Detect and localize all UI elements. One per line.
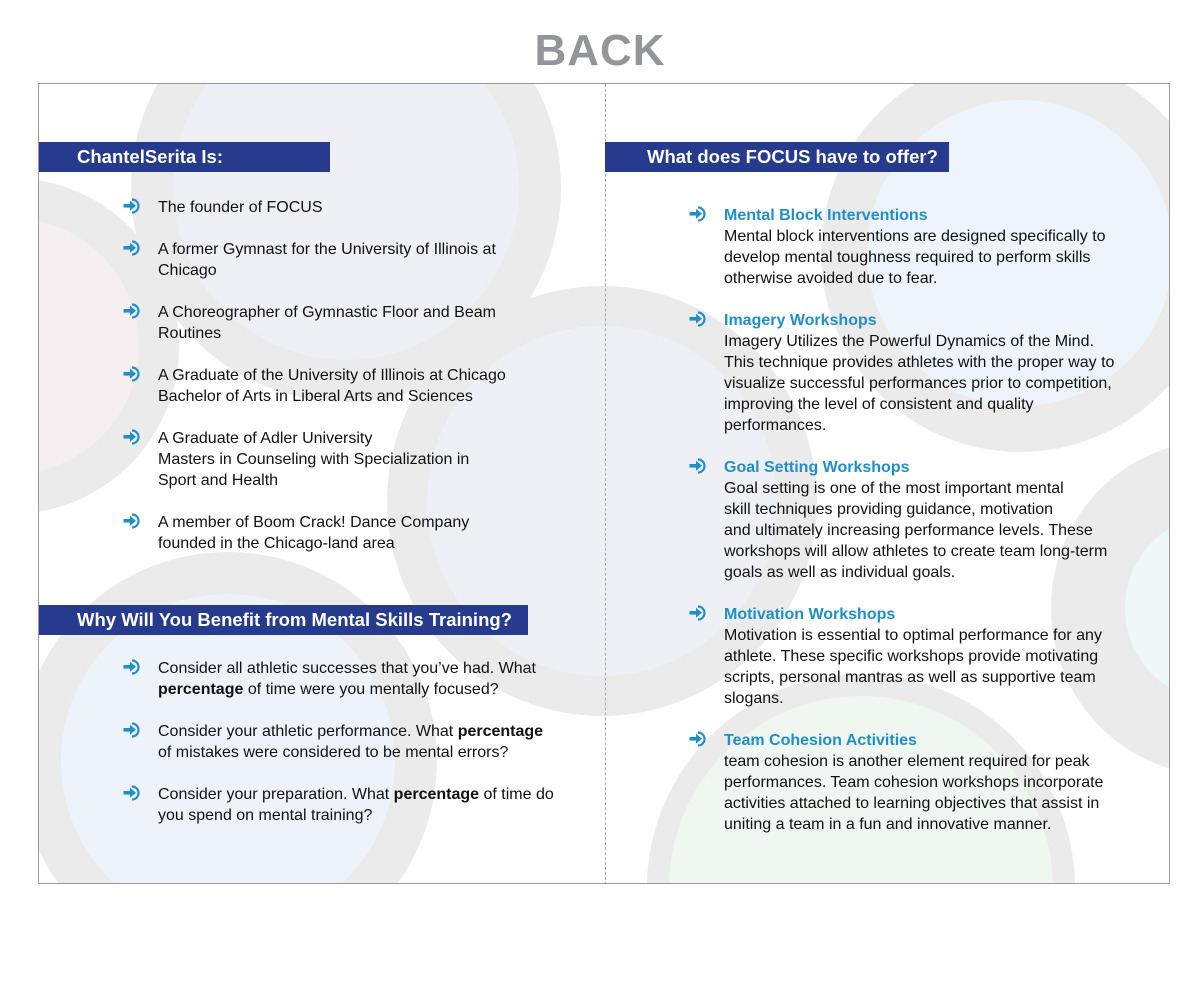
arrow-bullet-icon	[123, 302, 141, 320]
about-heading: ChantelSerita Is:	[77, 146, 223, 167]
benefit-item-line	[158, 679, 583, 700]
offering-title: Motivation Workshops	[724, 606, 896, 623]
offering-title: Imagery Workshops	[724, 312, 877, 329]
emphasis-text: percentage	[457, 723, 544, 740]
offering-line: athlete. These specific workshops provide motivating	[724, 648, 1099, 665]
offering-title: Goal Setting Workshops	[724, 459, 910, 476]
offering-line: Imagery Utilizes the Powerful Dynamics of the Mind.	[724, 333, 1094, 350]
list-item	[123, 658, 583, 721]
arrow-bullet-icon	[123, 239, 141, 257]
offering-line: uniting a team in a fun and innovative manner.	[724, 816, 1052, 833]
offering-item	[689, 604, 1129, 730]
about-item-line: Masters in Counseling with Specialization in	[158, 451, 470, 468]
about-item-line: A Graduate of Adler University	[158, 430, 373, 447]
arrow-bullet-icon	[123, 512, 141, 530]
arrow-bullet-icon	[123, 197, 141, 215]
benefit-heading: Why Will You Benefit from Mental Skills Training?	[77, 609, 512, 630]
list-item	[123, 512, 563, 554]
list-item	[123, 197, 563, 239]
offering-item	[689, 205, 1129, 310]
arrow-bullet-icon	[689, 730, 707, 748]
brochure-back-sheet	[38, 83, 1170, 884]
arrow-bullet-icon	[689, 310, 707, 328]
arrow-bullet-icon	[123, 658, 141, 676]
benefit-item-line	[158, 784, 583, 805]
offer-heading: What does FOCUS have to offer?	[647, 146, 938, 167]
about-list	[123, 197, 563, 554]
about-item-line: Bachelor of Arts in Liberal Arts and Sciences	[158, 388, 473, 405]
offering-line: activities attached to learning objectives that assist in	[724, 795, 1100, 812]
about-item-line: Chicago	[158, 262, 217, 279]
benefit-item-text: of time were you mentally focused?	[243, 681, 499, 698]
benefit-item-line	[158, 721, 583, 742]
arrow-bullet-icon	[689, 457, 707, 475]
about-heading-banner	[39, 142, 330, 172]
list-item	[123, 365, 563, 428]
offering-title: Mental Block Interventions	[724, 207, 928, 224]
arrow-bullet-icon	[123, 721, 141, 739]
benefit-item-line: Consider all athletic successes that you’ve had. What	[158, 660, 536, 677]
offering-line: performances.	[724, 417, 827, 434]
offering-line: scripts, personal mantras as well as supportive team	[724, 669, 1096, 686]
benefit-item-text: of time do	[479, 786, 554, 803]
arrow-bullet-icon	[123, 784, 141, 802]
about-item-line: Routines	[158, 325, 222, 342]
arrow-bullet-icon	[123, 365, 141, 383]
benefit-item-text: Consider your athletic performance. What	[158, 723, 458, 740]
offering-line: slogans.	[724, 690, 784, 707]
benefit-item-line: of mistakes were considered to be mental errors?	[158, 744, 509, 761]
offering-line: This technique provides athletes with the proper way to	[724, 354, 1115, 371]
offering-line: develop mental toughness required to perform skills	[724, 249, 1091, 266]
about-item-line: A Graduate of the University of Illinois at Chicago	[158, 367, 506, 384]
offering-line: Mental block interventions are designed specifically to	[724, 228, 1106, 245]
about-item-line: A member of Boom Crack! Dance Company	[158, 514, 470, 531]
benefit-item-line: you spend on mental training?	[158, 807, 373, 824]
benefit-item-text: Consider your preparation. What	[158, 786, 394, 803]
offering-line: Goal setting is one of the most important mental	[724, 480, 1064, 497]
about-item-line: A Choreographer of Gymnastic Floor and Beam	[158, 304, 496, 321]
list-item	[123, 302, 563, 365]
offering-line: skill techniques providing guidance, motivation	[724, 501, 1054, 518]
about-item-line: founded in the Chicago-land area	[158, 535, 395, 552]
offering-line: goals as well as individual goals.	[724, 564, 956, 581]
list-item	[123, 784, 583, 847]
emphasis-text: percentage	[158, 681, 244, 698]
page-title: BACK	[534, 26, 666, 75]
offering-line: otherwise avoided due to fear.	[724, 270, 938, 287]
offering-line: workshops will allow athletes to create team long-term	[724, 543, 1108, 560]
offering-title: Team Cohesion Activities	[724, 732, 917, 749]
fold-line	[605, 84, 606, 884]
benefit-list	[123, 658, 583, 847]
about-item-line: The founder of FOCUS	[158, 199, 323, 216]
arrow-bullet-icon	[123, 428, 141, 446]
emphasis-text: percentage	[393, 786, 480, 803]
offering-line: performances. Team cohesion workshops incorporate	[724, 774, 1104, 791]
list-item	[123, 428, 563, 512]
offering-line: and ultimately increasing performance levels. These	[724, 522, 1093, 539]
list-item	[123, 721, 583, 784]
list-item	[123, 239, 563, 302]
offering-line: team cohesion is another element required for peak	[724, 753, 1090, 770]
offerings-list	[689, 205, 1129, 835]
offering-line: visualize successful performances prior to competition,	[724, 375, 1112, 392]
arrow-bullet-icon	[689, 604, 707, 622]
about-item-line: Sport and Health	[158, 472, 279, 489]
offering-line: Motivation is essential to optimal performance for any	[724, 627, 1102, 644]
offering-item	[689, 730, 1129, 835]
offering-item	[689, 457, 1129, 604]
offering-line: improving the level of consistent and quality	[724, 396, 1034, 413]
offering-item	[689, 310, 1129, 457]
arrow-bullet-icon	[689, 205, 707, 223]
benefit-heading-banner	[39, 605, 528, 635]
offer-heading-banner	[605, 142, 949, 172]
about-item-line: A former Gymnast for the University of Illinois at	[158, 241, 496, 258]
